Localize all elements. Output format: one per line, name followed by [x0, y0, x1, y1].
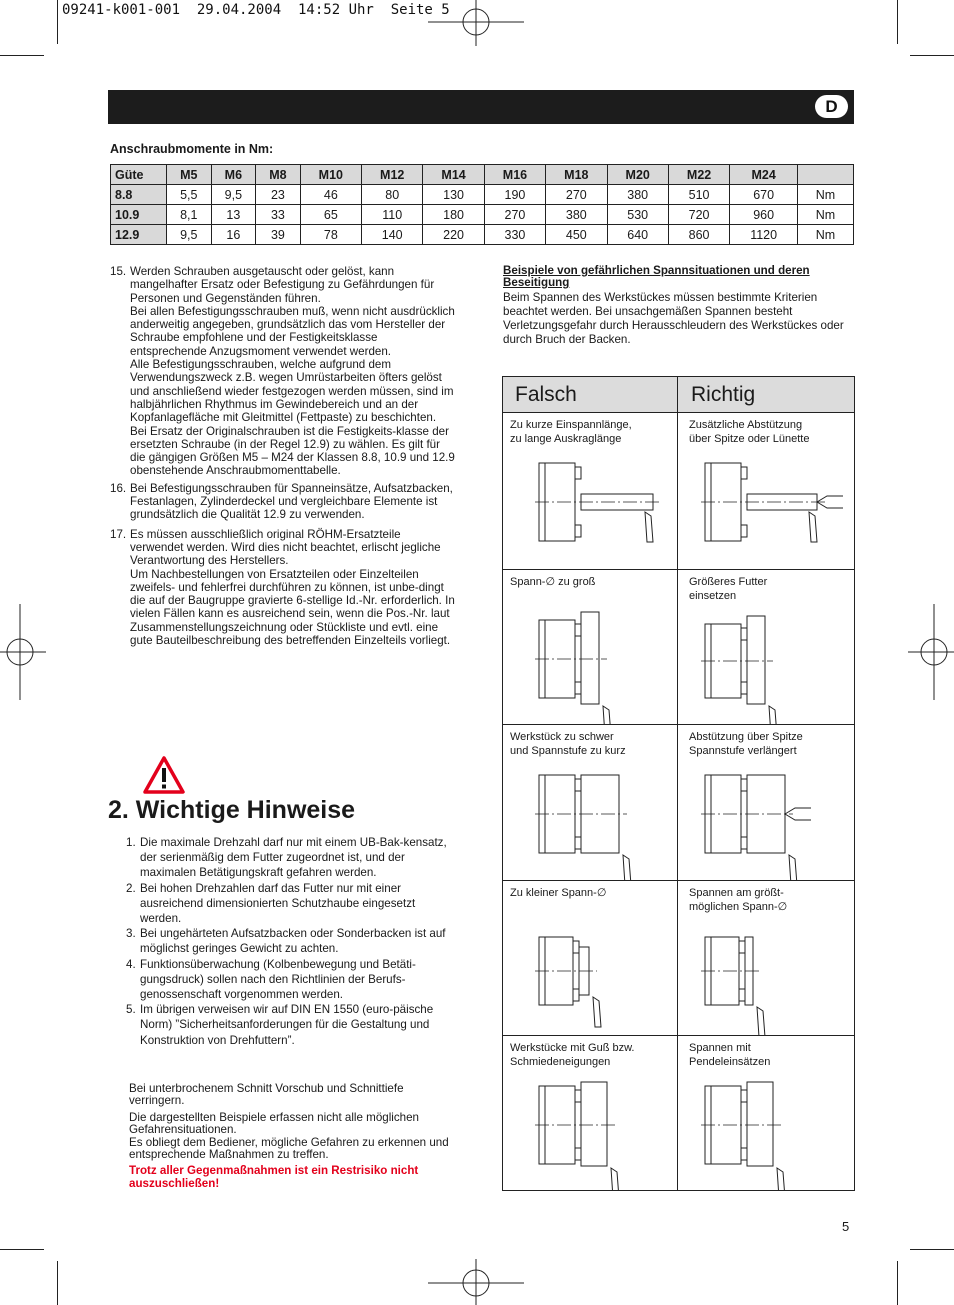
example-wrong-cell — [503, 880, 678, 1036]
example-caption: Zu kurze Einspannlänge, zu lange Auskraglänge — [510, 419, 632, 445]
table-header-cell: M14 — [423, 165, 484, 185]
hint-number: 5. — [126, 1003, 136, 1017]
grade-cell: 10.9 — [111, 205, 167, 225]
page-number: 5 — [842, 1219, 850, 1234]
table-header-cell: M12 — [362, 165, 423, 185]
example-caption: Spann-∅ zu groß — [510, 576, 596, 588]
examples-title: Beispiele von gefährlichen Spannsituationen und deren Beseitigung — [503, 264, 810, 289]
table-cell: 860 — [668, 225, 729, 245]
table-cell: 530 — [607, 205, 668, 225]
table-cell: 13 — [211, 205, 256, 225]
closing-paragraph: Die dargestellten Beispiele erfassen nicht alle möglichen Gefahrensituationen. — [129, 1110, 420, 1137]
hint-item — [126, 926, 458, 956]
hint-item — [126, 881, 458, 927]
language-badge: D — [815, 95, 848, 118]
table-header-cell: M10 — [300, 165, 361, 185]
item-paragraph: Es müssen ausschließlich original RÖHM-Ersatzteile verwendet werden. Wird dies nicht beachtet, erlischt jegliche Verantwortung des Herstellers. — [130, 527, 441, 568]
closing-paragraph: Bei unterbrochenem Schnitt Vorschub und Schnittiefe verringern. — [129, 1082, 404, 1108]
item-number: 17. — [110, 527, 127, 541]
table-cell: 380 — [546, 205, 607, 225]
hint-text: Im übrigen verweisen wir auf DIN EN 1550 (euro-päische Norm) ”Sicherheitsanforderungen für die Gestaltung und Konstruktion von Drehfuttern”. — [140, 1003, 434, 1047]
table-cell: 16 — [211, 225, 256, 245]
example-wrong-cell — [503, 724, 678, 880]
table-header-row — [111, 165, 854, 185]
crop-mark — [910, 1249, 954, 1250]
examples-intro-text: Beim Spannen des Werkstückes müssen bestimmte Kriterien beachtet werden. Bei unsachgemäßen Spannen besteht Verletzungsgefahr durch Herausschleudern des Werkstückes oder durch Bruch der Backen. — [503, 291, 844, 346]
closing-paragraph: Es obliegt dem Bediener, mögliche Gefahren zu erkennen und entsprechende Maßnahmen zu treffen. — [129, 1135, 449, 1162]
example-right-cell — [678, 724, 854, 880]
hint-number: 4. — [126, 957, 136, 971]
example-right-cell — [678, 1035, 854, 1191]
table-header-cell — [798, 165, 854, 185]
table-cell: 720 — [668, 205, 729, 225]
hint-text: Bei ungehärteten Aufsatzbacken oder Sonderbacken ist auf möglichst geringes Gewicht zu achten. — [140, 927, 446, 956]
warning-triangle-icon — [143, 756, 185, 794]
example-wrong-cell — [503, 1035, 678, 1191]
table-cell: 23 — [256, 185, 301, 205]
example-caption: Abstützung über Spitze Spannstufe verlängert — [689, 731, 803, 757]
crop-mark — [897, 1261, 898, 1305]
hint-text: Bei hohen Drehzahlen darf das Futter nur mit einer ausreichend dimensionierten Schutzhaube eingesetzt werden. — [140, 881, 416, 926]
table-cell: 1120 — [730, 225, 798, 245]
grade-cell: 8.8 — [111, 185, 167, 205]
crop-mark — [0, 1249, 44, 1250]
table-cell: 330 — [484, 225, 545, 245]
chuck-drawing-icon — [503, 570, 678, 725]
example-caption: Werkstück zu schwer und Spannstufe zu kurz — [510, 731, 626, 757]
closing-notes — [129, 1083, 459, 1194]
torque-table — [110, 164, 854, 245]
table-cell: 270 — [484, 205, 545, 225]
torque-table-title: Anschraubmomente in Nm: — [110, 142, 274, 156]
table-cell: Nm — [798, 185, 854, 205]
example-caption: Werkstücke mit Guß bzw. Schmiedeneigungen — [510, 1042, 635, 1068]
table-cell: 9,5 — [167, 225, 212, 245]
table-row — [111, 205, 854, 225]
table-cell: 9,5 — [211, 185, 256, 205]
table-cell: 78 — [300, 225, 361, 245]
table-cell: 140 — [362, 225, 423, 245]
crop-mark — [57, 1261, 58, 1305]
numbered-item — [110, 528, 455, 648]
table-row — [111, 185, 854, 205]
example-right-cell — [678, 413, 854, 569]
chuck-drawing-icon — [503, 881, 678, 1036]
print-header: 09241-k001-001 29.04.2004 14:52 Uhr Seite 5 — [62, 2, 450, 18]
table-cell: 33 — [256, 205, 301, 225]
example-wrong-cell — [503, 569, 678, 725]
hint-item — [126, 835, 458, 881]
grade-cell: 12.9 — [111, 225, 167, 245]
table-cell: 270 — [546, 185, 607, 205]
hint-text: Die maximale Drehzahl darf nur mit einem UB-Bak-kensatz, der serienmäßig dem Futter zugeordnet ist, und der maximalen Betätigungskraft gefahren werden. — [140, 836, 447, 880]
column-header-right: Richtig — [678, 377, 854, 413]
numbered-item — [110, 265, 455, 478]
example-caption: Spannen am größt- möglichen Spann-∅ — [689, 887, 788, 913]
table-header-cell: M18 — [546, 165, 607, 185]
examples-grid — [502, 376, 855, 1191]
table-header-cell: M6 — [211, 165, 256, 185]
hint-list — [126, 835, 458, 1048]
item-number: 16. — [110, 481, 127, 495]
table-cell: 5,5 — [167, 185, 212, 205]
item-paragraph: Bei Befestigungsschrauben für Spanneinsätze, Aufsatzbacken, Festanlagen, Zylinderdeckel und vergleichbare Elemente ist grundsätzlich die Qualität 12.9 zu verwenden. — [130, 481, 453, 522]
example-caption: Zusätzliche Abstützung über Spitze oder Lünette — [689, 419, 810, 445]
hint-item — [126, 957, 458, 1003]
table-row — [111, 225, 854, 245]
table-cell: 220 — [423, 225, 484, 245]
table-cell: 450 — [546, 225, 607, 245]
item-paragraph: Alle Befestigungsschrauben, welche aufgrund dem Verwendungszweck z.B. wegen Umrüstarbeiten öfters gelöst und anschließend wieder festgezogen werden müssen, sind im halbjährlichen Rhythmus im Gewindebereich und an der Kopfanlagefläche mit Gleitmittel (Fettpaste) zu beschichten. — [130, 358, 454, 425]
registration-mark-icon — [908, 604, 954, 700]
table-cell: 8,1 — [167, 205, 212, 225]
table-cell: Nm — [798, 205, 854, 225]
item-paragraph: Werden Schrauben ausgetauscht oder gelöst, kann mangelhafter Ersatz oder Befestigung zu Gefährdungen für Personen und Gegenständen führen. — [130, 265, 435, 305]
crop-mark — [897, 0, 898, 44]
table-header-cell: Güte — [111, 165, 167, 185]
registration-mark-icon — [0, 604, 46, 700]
example-right-cell — [678, 880, 854, 1036]
table-header-cell: M5 — [167, 165, 212, 185]
numbered-instructions — [110, 265, 455, 651]
table-cell: 39 — [256, 225, 301, 245]
hint-text: Funktionsüberwachung (Kolbenbewegung und Betäti-gungsdruck) sollen nach den Richtlinien der Berufs-genossenschaft vorgenommen werden. — [140, 957, 416, 1002]
table-cell: 960 — [730, 205, 798, 225]
table-header-cell: M8 — [256, 165, 301, 185]
table-cell: 380 — [607, 185, 668, 205]
example-caption: Spannen mit Pendeleinsätzen — [689, 1042, 771, 1068]
example-caption: Größeres Futter einsetzen — [689, 576, 768, 602]
table-cell: 65 — [300, 205, 361, 225]
table-cell: 670 — [730, 185, 798, 205]
table-cell: 80 — [362, 185, 423, 205]
item-paragraph: Bei allen Befestigungsschrauben muß, wenn nicht ausdrücklich anderweitig angegeben, grundsätzlich das vom Hersteller der Schraube empfohlene und der Festigkeitsklasse entsprechende Anzugsmoment verwendet werden. — [130, 304, 455, 358]
table-cell: 190 — [484, 185, 545, 205]
hint-number: 1. — [126, 836, 136, 849]
table-header-cell: M16 — [484, 165, 545, 185]
item-paragraph: Um Nachbestellungen von Ersatzteilen oder Einzelteilen zweifels- und fehlerfrei durchführen zu können, ist unbe-dingt die auf der Baugruppe gravierte 6-stellige Id.-Nr. erforderlich. In vielen Fällen kann es ausreichend sein, wenn die Pos.-Nr. laut Zusammenstellungszeichnung oder Stückliste und evtl. eine gute Bauteilbeschreibung des betreffenden Einzelteils vorliegt. — [130, 567, 455, 648]
table-cell: 110 — [362, 205, 423, 225]
hint-item — [126, 1002, 458, 1048]
section-banner — [108, 90, 854, 124]
table-cell: 640 — [607, 225, 668, 245]
residual-risk-warning: Trotz aller Gegenmaßnahmen ist ein Restrisiko nicht auszuschließen! — [129, 1164, 419, 1190]
item-paragraph: Bei Ersatz der Originalschrauben ist die Festigkeits-klasse der ersetzten Schraube (in der Regel 12.9) zu wählen. Es gilt für die gängigen Größen M5 – M24 der Klassen 8.8, 10.9 und 12.9 obenstehende Anschraubmomenttabelle. — [130, 424, 455, 478]
table-cell: 510 — [668, 185, 729, 205]
example-wrong-cell — [503, 413, 678, 569]
example-caption: Zu kleiner Spann-∅ — [510, 887, 607, 899]
registration-mark-icon — [428, 1259, 524, 1305]
table-cell: 180 — [423, 205, 484, 225]
table-cell: Nm — [798, 225, 854, 245]
table-cell: 46 — [300, 185, 361, 205]
hint-number: 2. — [126, 881, 136, 895]
table-cell: 130 — [423, 185, 484, 205]
example-right-cell — [678, 569, 854, 725]
column-header-wrong: Falsch — [503, 377, 678, 413]
numbered-item — [110, 482, 455, 522]
crop-mark — [57, 0, 58, 44]
table-header-cell: M22 — [668, 165, 729, 185]
table-header-cell: M20 — [607, 165, 668, 185]
item-number: 15. — [110, 265, 127, 278]
hint-number: 3. — [126, 927, 136, 941]
crop-mark — [910, 55, 954, 56]
section-title: 2. Wichtige Hinweise — [108, 796, 356, 824]
crop-mark — [0, 55, 44, 56]
examples-intro — [503, 265, 853, 347]
table-header-cell: M24 — [730, 165, 798, 185]
